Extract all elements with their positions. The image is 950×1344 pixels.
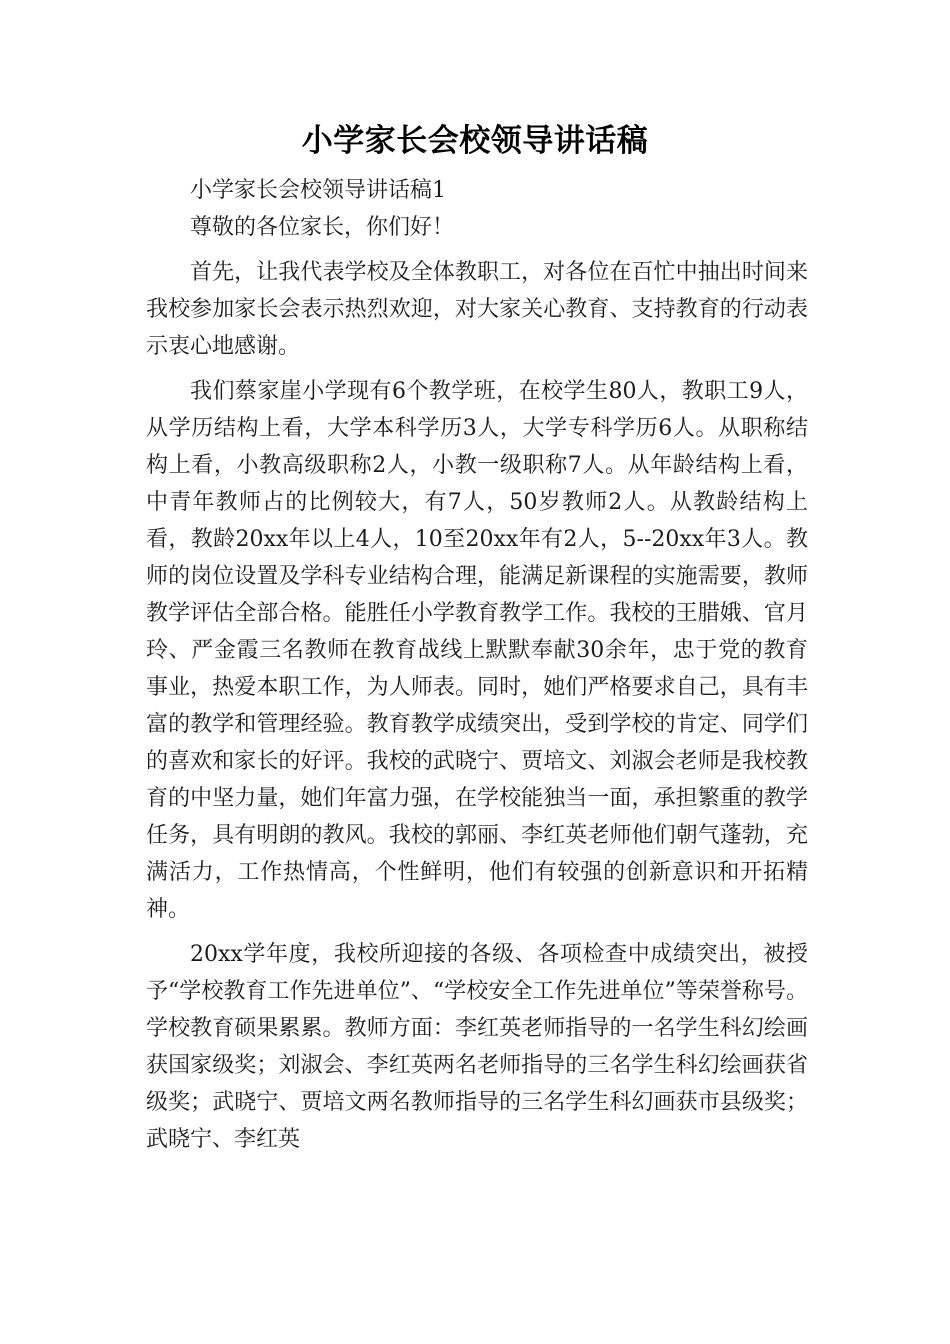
greeting-line: 尊敬的各位家长，你们好！ — [190, 215, 455, 240]
document-subtitle: 小学家长会校领导讲话稿1 — [190, 178, 446, 203]
document-title: 小学家长会校领导讲话稿 — [301, 123, 649, 159]
paragraph-welcome: 首先，让我代表学校及全体教职工，对各位在百忙中抽出时间来我校参加家长会表示热烈欢迎，对大家关心教育、支持教育的行动表示衷心地感谢。 — [146, 260, 808, 359]
paragraph-school-staff: 我们蔡家崖小学现有6个教学班，在校学生80人，教职工9人，从学历结构上看，大学本科学历3人，大学专科学历6人。从职称结构上看，小教高级职称2人，小教一级职称7人。从年龄结构上看，中青年教师占的比例较大，有7人，50岁教师2人。从教龄结构上看，教龄20xx年以上4人，10至20xx年有2人，5--20xx年3人。教师的岗位设置及学科专业结构合理，能满足新课程的实施需要，教师教学评估全部合格。能胜任小学教育教学工作。我校的王腊娥、官月玲、严金霞三名教师在教育战线上默默奉献30余年，忠于党的教育事业，热爱本职工作，为人师表。同时，她们严格要求自己，具有丰富的教学和管理经验。教育教学成绩突出，受到学校的肯定、同学们的喜欢和家长的好评。我校的武晓宁、贾培文、刘淑会老师是我校教育的中坚力量，她们年富力强，在学校能独当一面，承担繁重的教学任务，具有明朗的教风。我校的郭丽、李红英老师他们朝气蓬勃，充满活力，工作热情高，个性鲜明，他们有较强的创新意识和开拓精神。 — [146, 379, 808, 922]
document-body — [146, 172, 808, 1166]
paragraph-achievements: 20xx学年度，我校所迎接的各级、各项检查中成绩突出，被授予“学校教育工作先进单位”、“学校安全工作先进单位”等荣誉称号。学校教育硕果累累。教师方面：李红英老师指导的一名学生科幻绘画获国家级奖；刘淑会、李红英两名老师指导的三名学生科幻绘画获省级奖；武晓宁、贾培文两名教师指导的三名学生科幻画获市县级奖；武晓宁、李红英 — [146, 942, 808, 1152]
